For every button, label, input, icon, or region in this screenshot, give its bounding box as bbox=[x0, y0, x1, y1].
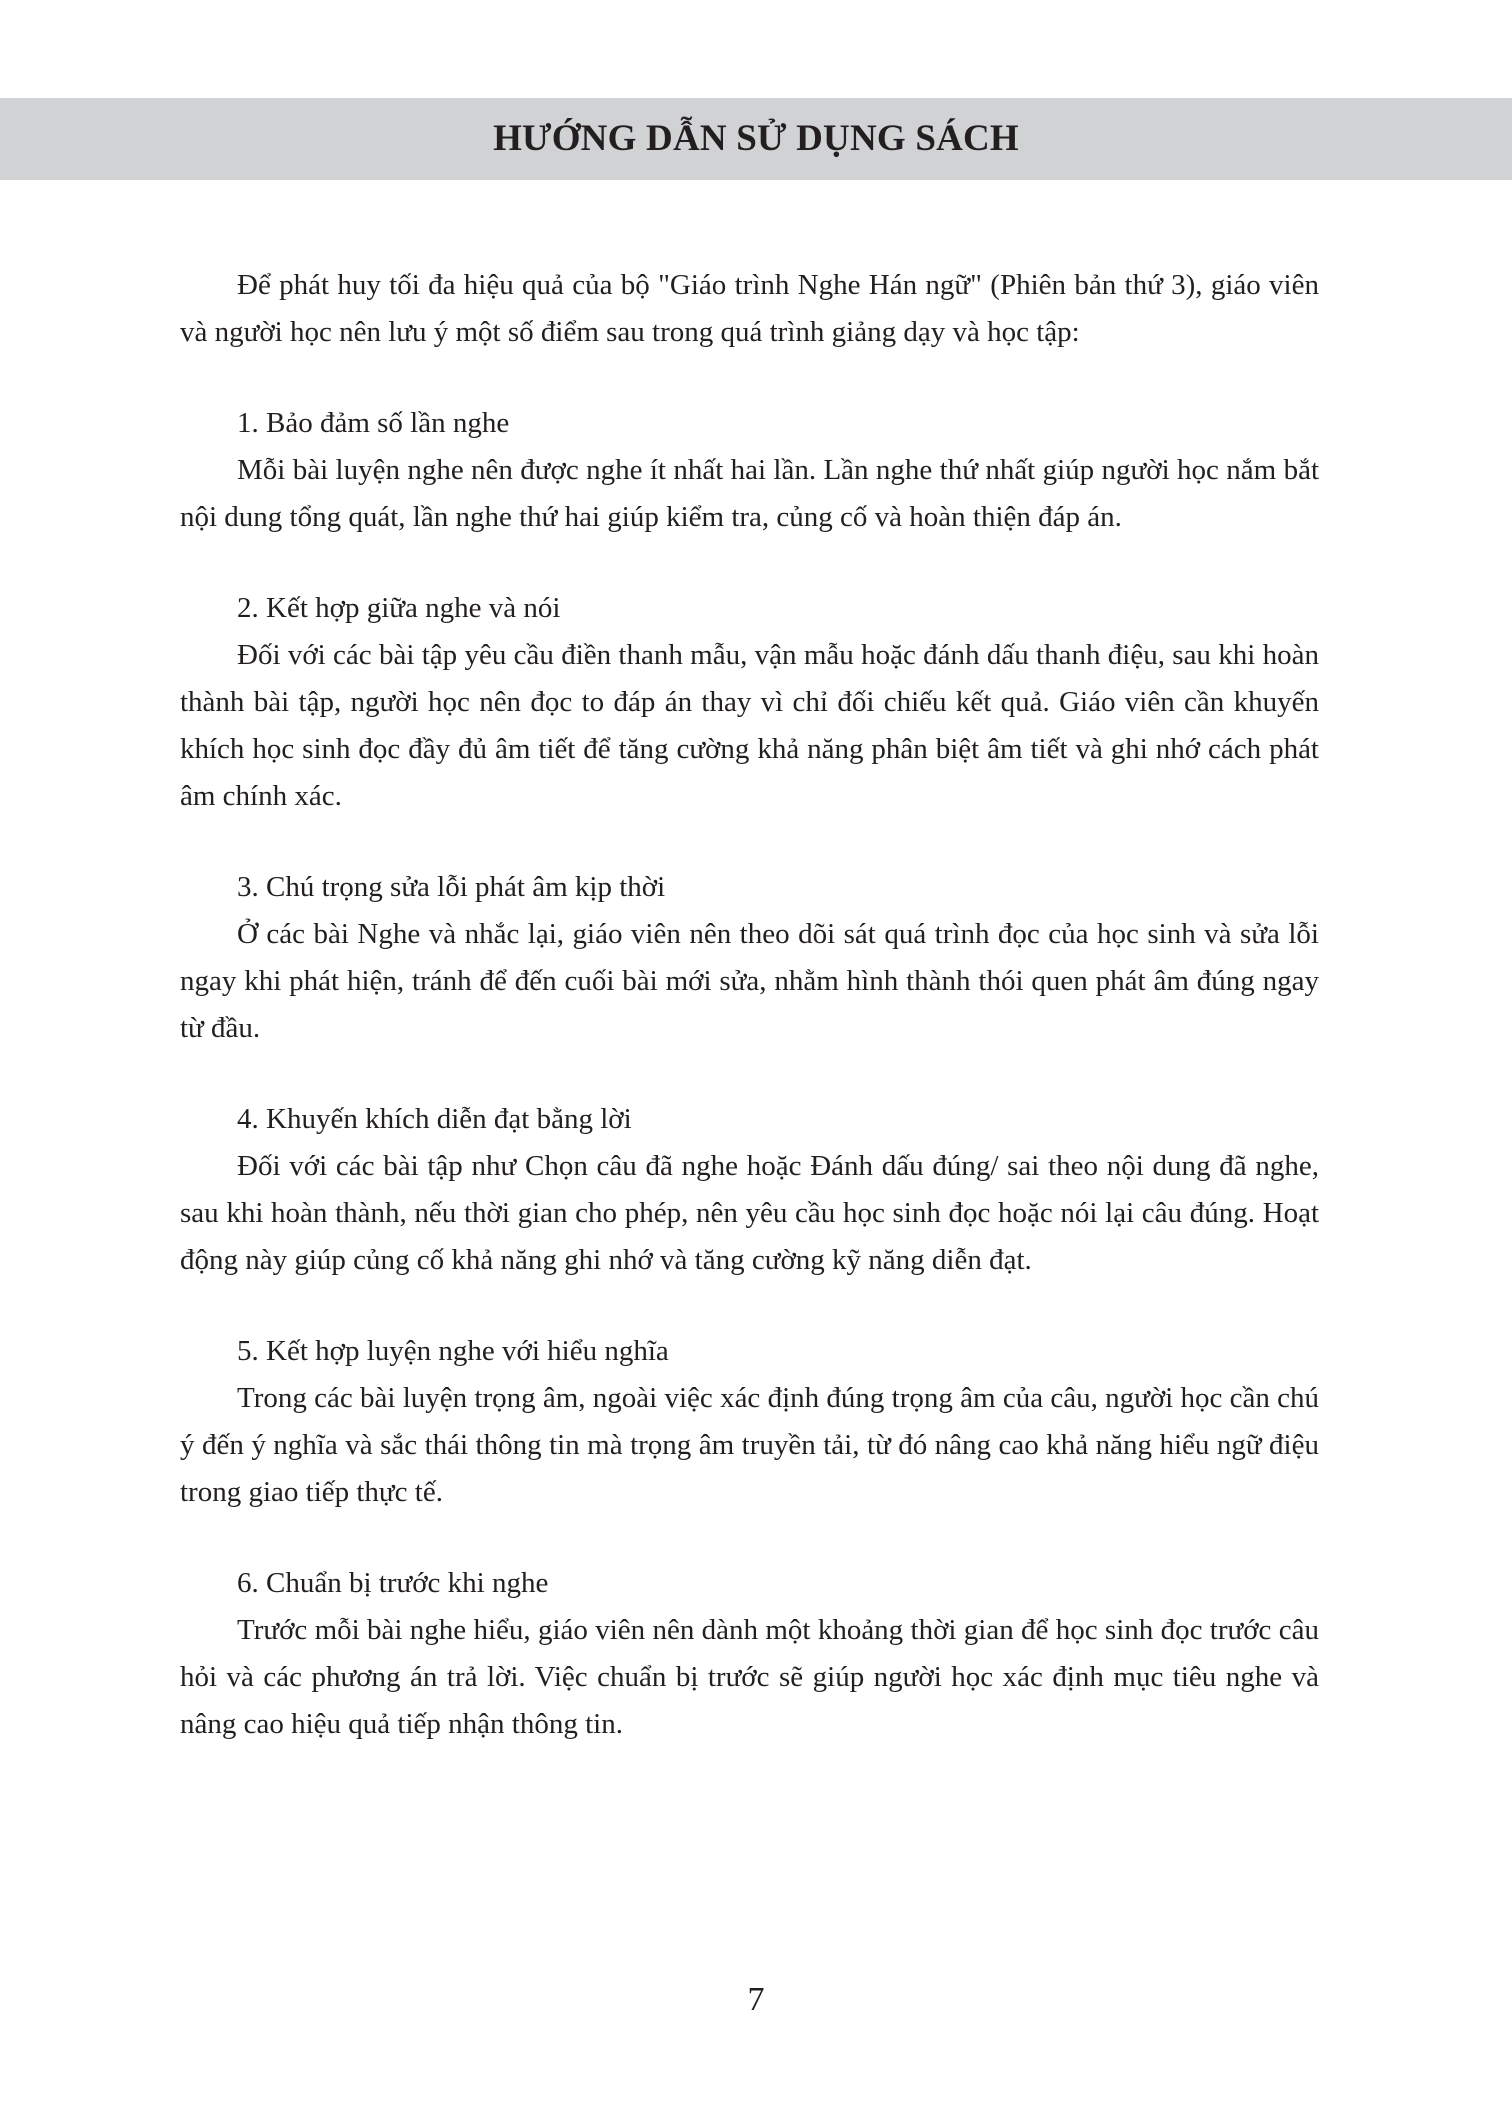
page-title: HƯỚNG DẪN SỬ DỤNG SÁCH bbox=[493, 118, 1019, 159]
section-1 bbox=[180, 400, 1319, 541]
section-2 bbox=[180, 585, 1319, 820]
section-body: Đối với các bài tập yêu cầu điền thanh mẫu, vận mẫu hoặc đánh dấu thanh điệu, sau khi hoàn thành bài tập, người học nên đọc to đáp án thay vì chỉ đối chiếu kết quả. Giáo viên cần khuyến khích học sinh đọc đầy đủ âm tiết để tăng cường khả năng phân biệt âm tiết và ghi nhớ cách phát âm chính xác. bbox=[180, 639, 1319, 812]
main-content bbox=[180, 262, 1319, 1748]
section-heading: 1. Bảo đảm số lần nghe bbox=[237, 407, 510, 439]
section-heading: 3. Chú trọng sửa lỗi phát âm kịp thời bbox=[237, 871, 666, 903]
section-body: Trong các bài luyện trọng âm, ngoài việc xác định đúng trọng âm của câu, người học cần chú ý đến ý nghĩa và sắc thái thông tin mà trọng âm truyền tải, từ đó nâng cao khả năng hiểu ngữ điệu trong giao tiếp thực tế. bbox=[180, 1382, 1319, 1508]
section-6 bbox=[180, 1560, 1319, 1748]
section-heading: 2. Kết hợp giữa nghe và nói bbox=[237, 592, 561, 624]
section-body: Mỗi bài luyện nghe nên được nghe ít nhất hai lần. Lần nghe thứ nhất giúp người học nắm bắt nội dung tổng quát, lần nghe thứ hai giúp kiểm tra, củng cố và hoàn thiện đáp án. bbox=[180, 454, 1319, 533]
section-5 bbox=[180, 1328, 1319, 1516]
intro-paragraph: Để phát huy tối đa hiệu quả của bộ "Giáo trình Nghe Hán ngữ" (Phiên bản thứ 3), giáo viên và người học nên lưu ý một số điểm sau trong quá trình giảng dạy và học tập: bbox=[180, 269, 1319, 348]
section-heading: 5. Kết hợp luyện nghe với hiểu nghĩa bbox=[237, 1335, 669, 1367]
section-heading: 6. Chuẩn bị trước khi nghe bbox=[237, 1567, 549, 1599]
section-body: Ở các bài Nghe và nhắc lại, giáo viên nên theo dõi sát quá trình đọc của học sinh và sửa lỗi ngay khi phát hiện, tránh để đến cuối bài mới sửa, nhằm hình thành thói quen phát âm đúng ngay từ đầu. bbox=[180, 918, 1319, 1044]
section-3 bbox=[180, 864, 1319, 1052]
section-body: Trước mỗi bài nghe hiểu, giáo viên nên dành một khoảng thời gian để học sinh đọc trước câu hỏi và các phương án trả lời. Việc chuẩn bị trước sẽ giúp người học xác định mục tiêu nghe và nâng cao hiệu quả tiếp nhận thông tin. bbox=[180, 1614, 1319, 1740]
page-number: 7 bbox=[747, 1981, 765, 2018]
section-body: Đối với các bài tập như Chọn câu đã nghe hoặc Đánh dấu đúng/ sai theo nội dung đã nghe, sau khi hoàn thành, nếu thời gian cho phép, nên yêu cầu học sinh đọc hoặc nói lại câu đúng. Hoạt động này giúp củng cố khả năng ghi nhớ và tăng cường kỹ năng diễn đạt. bbox=[180, 1150, 1319, 1276]
section-heading: 4. Khuyến khích diễn đạt bằng lời bbox=[237, 1103, 632, 1135]
header-band bbox=[0, 98, 1512, 180]
section-4 bbox=[180, 1096, 1319, 1284]
